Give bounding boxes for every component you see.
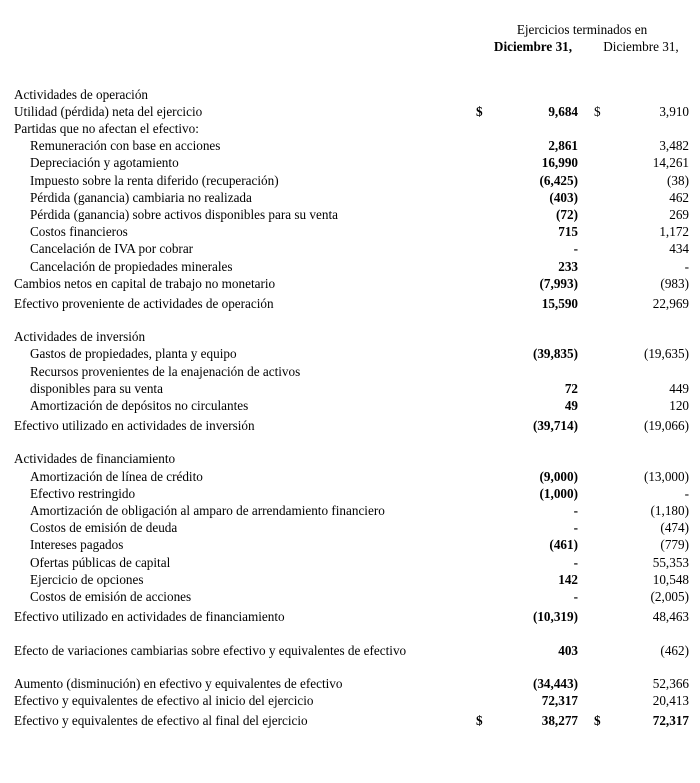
row-currency-2016: $ — [594, 103, 601, 119]
total-currency-2016 — [592, 414, 614, 437]
table-row — [12, 172, 690, 189]
table-row — [12, 519, 690, 536]
summary-currency-2016 — [592, 675, 614, 692]
summary-currency-2017 — [474, 675, 496, 692]
row-currency-2017 — [474, 588, 496, 605]
row-label: disponibles para su venta — [30, 380, 163, 396]
row-currency-2017 — [474, 468, 496, 485]
row-value-2017 — [496, 120, 592, 137]
row-label: Amortización de línea de crédito — [30, 468, 203, 484]
table-row — [12, 258, 690, 275]
row-value-2016: 449 — [669, 380, 689, 396]
row-currency-2017 — [474, 363, 496, 380]
row-currency-2017 — [474, 275, 496, 292]
row-value-2016 — [614, 120, 690, 137]
row-currency-2017 — [474, 206, 496, 223]
final-currency-2016: $ — [594, 713, 601, 729]
row-value-2016: (13,000) — [643, 468, 689, 484]
header-col-2017-date: Diciembre 31, — [493, 39, 573, 55]
row-label: Intereses pagados — [30, 537, 124, 553]
row-value-2016: 55,353 — [652, 554, 689, 570]
header-blank-cell — [12, 18, 474, 38]
table-row — [12, 103, 690, 120]
total-currency-2017 — [474, 292, 496, 315]
row-currency-2016 — [592, 519, 614, 536]
row-value-2017: (39,835) — [532, 346, 578, 362]
row-value-2017: - — [573, 241, 578, 257]
row-label: Cancelación de IVA por cobrar — [30, 241, 194, 257]
row-currency-2016 — [592, 397, 614, 414]
row-currency-2016 — [592, 275, 614, 292]
section-title-row — [12, 86, 690, 103]
row-value-2016: 3,482 — [659, 138, 689, 154]
row-currency-2017 — [474, 189, 496, 206]
row-currency-2017 — [474, 536, 496, 553]
header-year-line2-row — [12, 55, 690, 72]
header-year-line1-row — [12, 38, 690, 55]
final-total-row — [12, 709, 690, 732]
table-row — [12, 397, 690, 414]
table-header-group — [12, 16, 690, 86]
row-value-2017: - — [573, 520, 578, 536]
row-value-2016: 14,261 — [652, 155, 689, 171]
row-currency-2016 — [592, 571, 614, 588]
row-currency-2016 — [592, 120, 614, 137]
row-currency-2017 — [474, 258, 496, 275]
row-currency-2017 — [474, 137, 496, 154]
row-currency-2016 — [592, 588, 614, 605]
row-currency-2017 — [474, 397, 496, 414]
section-title-row — [12, 450, 690, 467]
table-row — [12, 502, 690, 519]
final-currency-2017: $ — [476, 713, 483, 729]
row-value-2016: - — [684, 485, 689, 501]
row-currency-2017 — [474, 154, 496, 171]
row-value-2017: 2,861 — [548, 138, 578, 154]
row-value-2017: 49 — [564, 398, 578, 414]
table-row — [12, 468, 690, 485]
total-label: Efectivo utilizado en actividades de inversión — [14, 418, 255, 434]
table-row — [12, 554, 690, 571]
row-currency-2016 — [592, 189, 614, 206]
row-value-2017: 9,684 — [548, 103, 578, 119]
summary-label: Aumento (disminución) en efectivo y equivalentes de efectivo — [14, 675, 343, 691]
header-blank-cell-3 — [12, 55, 474, 72]
row-currency-2016 — [592, 223, 614, 240]
row-currency-2017 — [474, 240, 496, 257]
row-currency-2016 — [592, 380, 614, 397]
row-currency-2017 — [474, 571, 496, 588]
row-value-2016: - — [684, 258, 689, 274]
header-col-2016-year — [592, 55, 690, 72]
row-value-2017: - — [573, 554, 578, 570]
row-value-2017: 72 — [564, 380, 578, 396]
row-label: Depreciación y agotamiento — [30, 155, 179, 171]
fx-effect-label: Efecto de variaciones cambiarias sobre efectivo y equivalentes de efectivo — [14, 642, 407, 658]
row-currency-2017 — [474, 502, 496, 519]
section-spacer — [12, 437, 690, 450]
row-value-2017: (6,425) — [539, 172, 578, 188]
header-span-row — [12, 18, 690, 38]
row-label: Impuesto sobre la renta diferido (recuperación) — [30, 172, 279, 188]
row-currency-2016 — [592, 258, 614, 275]
row-currency-2016 — [592, 502, 614, 519]
section-financiamiento — [12, 450, 690, 641]
final-total-label: Efectivo y equivalentes de efectivo al final del ejercicio — [14, 713, 308, 729]
row-value-2016: 10,548 — [652, 571, 689, 587]
section-summary — [12, 675, 690, 733]
summary-currency-2016 — [592, 692, 614, 709]
table-row — [12, 536, 690, 553]
row-currency-2017 — [474, 380, 496, 397]
summary-currency-2017 — [474, 692, 496, 709]
row-currency-2017 — [474, 223, 496, 240]
row-value-2016: (1,180) — [650, 503, 689, 519]
row-value-2016: 1,172 — [659, 224, 689, 240]
row-currency-2016 — [592, 536, 614, 553]
fx-spacer — [12, 662, 690, 675]
row-label: Ejercicio de opciones — [30, 571, 144, 587]
row-value-2016: 462 — [669, 189, 689, 205]
header-spacer — [12, 73, 690, 86]
row-value-2016: 120 — [669, 398, 689, 414]
summary-value-2017: (34,443) — [532, 675, 578, 691]
row-value-2017: (461) — [549, 537, 578, 553]
row-value-2016: (19,635) — [643, 346, 689, 362]
fx-effect-currency-2017 — [474, 642, 496, 662]
section-operacion — [12, 86, 690, 329]
row-currency-2016 — [592, 345, 614, 362]
cash-flow-table — [12, 16, 690, 732]
row-label: Amortización de depósitos no circulantes — [30, 398, 249, 414]
row-label: Pérdida (ganancia) cambiaria no realizada — [30, 189, 252, 205]
fx-effect-row — [12, 642, 690, 662]
summary-label: Efectivo y equivalentes de efectivo al inicio del ejercicio — [14, 692, 314, 708]
row-value-2017: (7,993) — [539, 275, 578, 291]
section-fx-effect — [12, 642, 690, 675]
total-currency-2017 — [474, 414, 496, 437]
section-spacer — [12, 629, 690, 642]
section-title-financiamiento: Actividades de financiamiento — [14, 451, 176, 467]
section-inversion — [12, 328, 690, 450]
row-currency-2016 — [592, 485, 614, 502]
row-label: Costos de emisión de deuda — [30, 520, 178, 536]
table-row — [12, 692, 690, 709]
table-row — [12, 380, 690, 397]
table-row — [12, 485, 690, 502]
row-value-2017: 233 — [558, 258, 578, 274]
total-value-2017: 15,590 — [541, 296, 578, 312]
total-currency-2017 — [474, 605, 496, 628]
row-currency-2017: $ — [476, 103, 483, 119]
row-value-2017: (403) — [549, 189, 578, 205]
row-value-2016: (38) — [667, 172, 689, 188]
row-value-2016: (983) — [660, 275, 689, 291]
row-currency-2016 — [592, 363, 614, 380]
table-row — [12, 275, 690, 292]
row-currency-2016 — [592, 468, 614, 485]
summary-value-2016: 20,413 — [652, 692, 689, 708]
section-total-row — [12, 414, 690, 437]
table-row — [12, 120, 690, 137]
row-value-2016: (2,005) — [650, 589, 689, 605]
row-currency-2017 — [474, 120, 496, 137]
row-value-2016: 3,910 — [659, 103, 689, 119]
table-row — [12, 571, 690, 588]
summary-value-2016: 52,366 — [652, 675, 689, 691]
row-label: Cambios netos en capital de trabajo no monetario — [14, 275, 276, 291]
total-label: Efectivo proveniente de actividades de operación — [14, 296, 274, 312]
fx-effect-value-2017: 403 — [558, 642, 578, 658]
row-label: Pérdida (ganancia) sobre activos disponibles para su venta — [30, 207, 338, 223]
fx-effect-currency-2016 — [592, 642, 614, 662]
row-value-2016 — [614, 363, 690, 380]
table-row — [12, 206, 690, 223]
section-total-row — [12, 292, 690, 315]
row-label: Remuneración con base en acciones — [30, 138, 221, 154]
row-label: Gastos de propiedades, planta y equipo — [30, 346, 237, 362]
row-value-2017: 142 — [558, 571, 578, 587]
total-label: Efectivo utilizado en actividades de financiamiento — [14, 609, 285, 625]
final-value-2017: 38,277 — [541, 713, 578, 729]
row-value-2017: 16,990 — [541, 155, 578, 171]
row-label: Costos de emisión de acciones — [30, 589, 192, 605]
fx-effect-value-2016: (462) — [660, 642, 689, 658]
summary-value-2017: 72,317 — [541, 692, 578, 708]
row-label: Utilidad (pérdida) neta del ejercicio — [14, 103, 203, 119]
row-label: Cancelación de propiedades minerales — [30, 258, 233, 274]
row-value-2017: 715 — [558, 224, 578, 240]
table-row — [12, 240, 690, 257]
row-value-2017: - — [573, 503, 578, 519]
section-total-row — [12, 605, 690, 628]
table-row — [12, 345, 690, 362]
table-row — [12, 588, 690, 605]
row-value-2016: 269 — [669, 207, 689, 223]
table-row — [12, 154, 690, 171]
row-value-2016: (779) — [660, 537, 689, 553]
table-row — [12, 137, 690, 154]
section-title-operacion: Actividades de operación — [14, 86, 149, 102]
row-currency-2016 — [592, 206, 614, 223]
row-label: Efectivo restringido — [30, 485, 136, 501]
total-value-2017: (10,319) — [532, 609, 578, 625]
table-row — [12, 363, 690, 380]
row-value-2017: - — [573, 589, 578, 605]
header-blank-cell-2 — [12, 38, 474, 55]
row-currency-2017 — [474, 485, 496, 502]
row-currency-2017 — [474, 519, 496, 536]
section-spacer — [12, 315, 690, 328]
row-label: Ofertas públicas de capital — [30, 554, 171, 570]
row-label: Partidas que no afectan el efectivo: — [14, 121, 199, 137]
section-title-inversion: Actividades de inversión — [14, 329, 146, 345]
row-currency-2017 — [474, 554, 496, 571]
row-currency-2016 — [592, 137, 614, 154]
row-value-2016: 434 — [669, 241, 689, 257]
row-label: Costos financieros — [30, 224, 128, 240]
total-currency-2016 — [592, 605, 614, 628]
row-currency-2016 — [592, 154, 614, 171]
row-currency-2016 — [592, 240, 614, 257]
total-value-2016: (19,066) — [643, 418, 689, 434]
row-currency-2017 — [474, 345, 496, 362]
row-value-2017: (72) — [556, 207, 578, 223]
table-row — [12, 189, 690, 206]
header-col-2016-date: Diciembre 31, — [603, 39, 679, 55]
row-value-2017 — [496, 363, 592, 380]
row-label: Amortización de obligación al amparo de arrendamiento financiero — [30, 503, 385, 519]
final-value-2016: 72,317 — [652, 713, 689, 729]
table-row — [12, 675, 690, 692]
total-value-2017: (39,714) — [532, 418, 578, 434]
total-value-2016: 48,463 — [652, 609, 689, 625]
table-row — [12, 223, 690, 240]
row-value-2016: (474) — [660, 520, 689, 536]
total-currency-2016 — [592, 292, 614, 315]
row-currency-2016 — [592, 554, 614, 571]
row-currency-2016 — [592, 172, 614, 189]
row-currency-2017 — [474, 172, 496, 189]
total-value-2016: 22,969 — [652, 296, 689, 312]
row-value-2017: (1,000) — [539, 485, 578, 501]
header-col-2017-year — [474, 55, 592, 72]
section-title-row — [12, 328, 690, 345]
row-value-2017: (9,000) — [539, 468, 578, 484]
row-label: Recursos provenientes de la enajenación de activos — [30, 363, 301, 379]
header-span-title: Ejercicios terminados en — [516, 22, 648, 37]
